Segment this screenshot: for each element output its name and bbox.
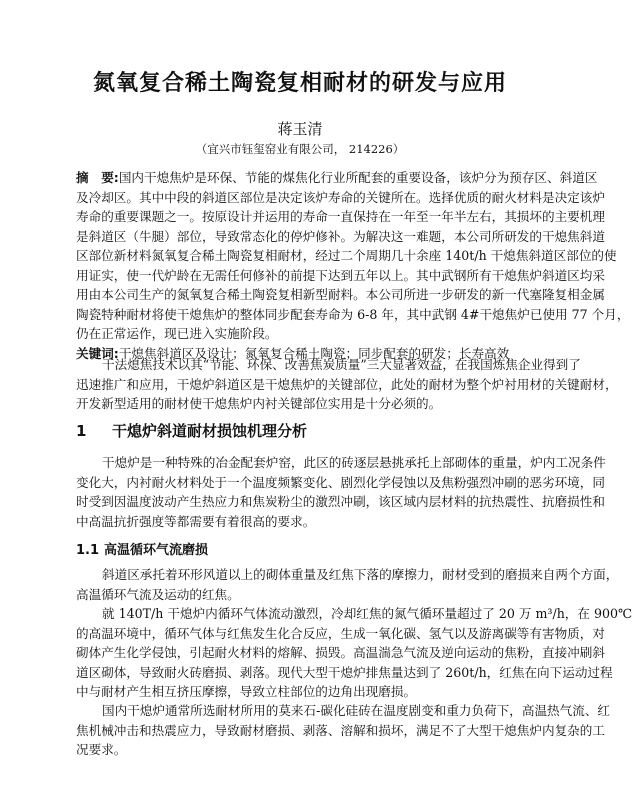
- section-title: 干熄炉斜道耐材损蚀机理分析: [112, 422, 308, 440]
- text-line: 高温循环气流及运动的红焦。: [76, 586, 240, 602]
- author-name: 蒋玉清: [277, 120, 323, 138]
- author-affiliation: （宜兴市钰玺窑业有限公司， 214226）: [195, 142, 405, 156]
- section-title: 高温循环气流磨损: [104, 543, 209, 558]
- text-line: 道区砌体，导致耐火砖磨损、剥落。现代大型干熄炉排焦量达到了 260t/h，红焦在向下运动过程: [76, 664, 613, 680]
- text-line: 时受到因温度波动产生热应力和焦炭粉尘的激烈冲刷，该区域内层材料的抗热震性、抗磨损性和: [76, 494, 605, 509]
- text-line: 迅速推广和应用，干熄炉斜道区是干熄焦炉的关键部位，此处的耐材为整个炉衬用材的关键耐材，: [76, 376, 618, 392]
- text-line: 用由本公司生产的氮氧复合稀土陶瓷复相新型耐料。本公司所进一步研发的新一代塞隆复相金属: [76, 287, 605, 302]
- text-line: 干熄炉是一种特殊的冶金配套炉窑，此区的砖逐层悬挑承托上部砌体的重量，炉内工况条件: [102, 455, 606, 470]
- text-line: 及冷却区。其中中段的斜道区部位是决定该炉寿命的关键所在。选择优质的耐火材料是决定该炉: [76, 189, 605, 205]
- section-number: 1: [76, 422, 87, 440]
- abstract-label: 摘 要:: [76, 170, 119, 185]
- text-line: 砌体产生化学侵蚀，引起耐火材料的熔解、损毁。高温湍急气流及逆向运动的焦粉，直接冲刷斜: [76, 645, 605, 660]
- abstract-text: 国内干熄焦炉是环保、节能的煤焦化行业所配套的重要设备，该炉分为预存区、斜道区: [118, 170, 598, 185]
- text-line: 寿命的重要课题之一。按原设计并运用的寿命一直保持在一年至一年半左右，其损坏的主要机理: [76, 209, 605, 224]
- section-1-1-paragraph-3: [76, 701, 611, 760]
- abstract: [76, 168, 630, 363]
- section-1-paragraph: [76, 453, 606, 531]
- text-line: 开发新型适用的耐材使干熄焦炉内衬关键部位实用是十分必须的。: [76, 396, 442, 411]
- text-line: 区部位新材料氮氧复合稀土陶瓷复相耐材，经过二个周期几十余座 140t/h 干熄焦斜道区部位的使: [76, 248, 617, 263]
- section-1-1-paragraph-1: [76, 565, 619, 604]
- text-line: 斜道区承托着环形风道以上的砌体重量及红焦下落的摩擦力，耐材受到的磨损来自两个方面，: [102, 567, 619, 582]
- text-line: 用证实，使一代炉龄在无需任何修补的前提下达到五年以上。其中武钢所有干熄焦炉斜道区均采: [76, 267, 605, 283]
- text-line: 仍在正常运作，现已进入实施阶段。: [76, 326, 278, 341]
- text-line: 变化大，内衬耐火材料处于一个温度频繁变化、剧烈化学侵蚀以及焦粉强烈冲刷的恶劣环境，同: [76, 474, 605, 490]
- section-1-1-paragraph-2: [76, 604, 632, 702]
- text-line: 焦机械冲击和热震应力，导致耐材磨损、剥落、溶解和损坏，满足不了大型干熄焦炉内复杂的工: [76, 722, 605, 738]
- keywords-label: 关键词:: [76, 345, 119, 361]
- section-1-1-heading: [76, 539, 208, 558]
- section-number: 1.1: [76, 543, 100, 558]
- paper-title: 氮氧复合稀土陶瓷复相耐材的研发与应用: [92, 71, 507, 96]
- keywords-text: 干熄焦斜道区及设计；氮氧复合稀土陶瓷；同步配套的研发；长寿高效: [118, 345, 510, 361]
- text-line: 是斜道区（牛腿）部位，导致常态化的停炉修补。为解决这一难题，本公司所研发的干熄焦斜道: [76, 228, 605, 244]
- text-line: [76, 168, 598, 188]
- text-line: 干法熄焦技术以其“节能、环保、改善焦炭质量”三大显著效益，在我国炼焦企业得到了: [102, 357, 581, 372]
- text-line: 中高温抗折强度等都需要有着很高的要求。: [76, 513, 316, 529]
- section-1-heading: [76, 420, 307, 441]
- text-line: 况要求。: [76, 742, 127, 757]
- text-line: 的高温环境中，循环气体与红焦发生化合反应，生成一氧化碳、氢气以及游离碳等有害物质，对: [76, 625, 605, 641]
- text-line: 中与耐材产生相互挤压摩擦，导致立柱部位的边角出现磨损。: [76, 684, 417, 699]
- intro-paragraph: [76, 355, 618, 414]
- text-line: 国内干熄炉通常所选耐材所用的莫来石-碳化硅砖在温度剧变和重力负荷下，高温热气流、红: [102, 703, 611, 718]
- text-line: 陶瓷特种耐材将使干熄焦炉的整体同步配套寿命为 6-8 年，其中武钢 4#干熄焦炉已使用 77 个月，: [76, 306, 630, 322]
- text-line: 就 140T/h 干熄炉内循环气体流动激烈，冷却红焦的氮气循环量超过了 20 万 m³/h，在 900℃: [102, 606, 632, 621]
